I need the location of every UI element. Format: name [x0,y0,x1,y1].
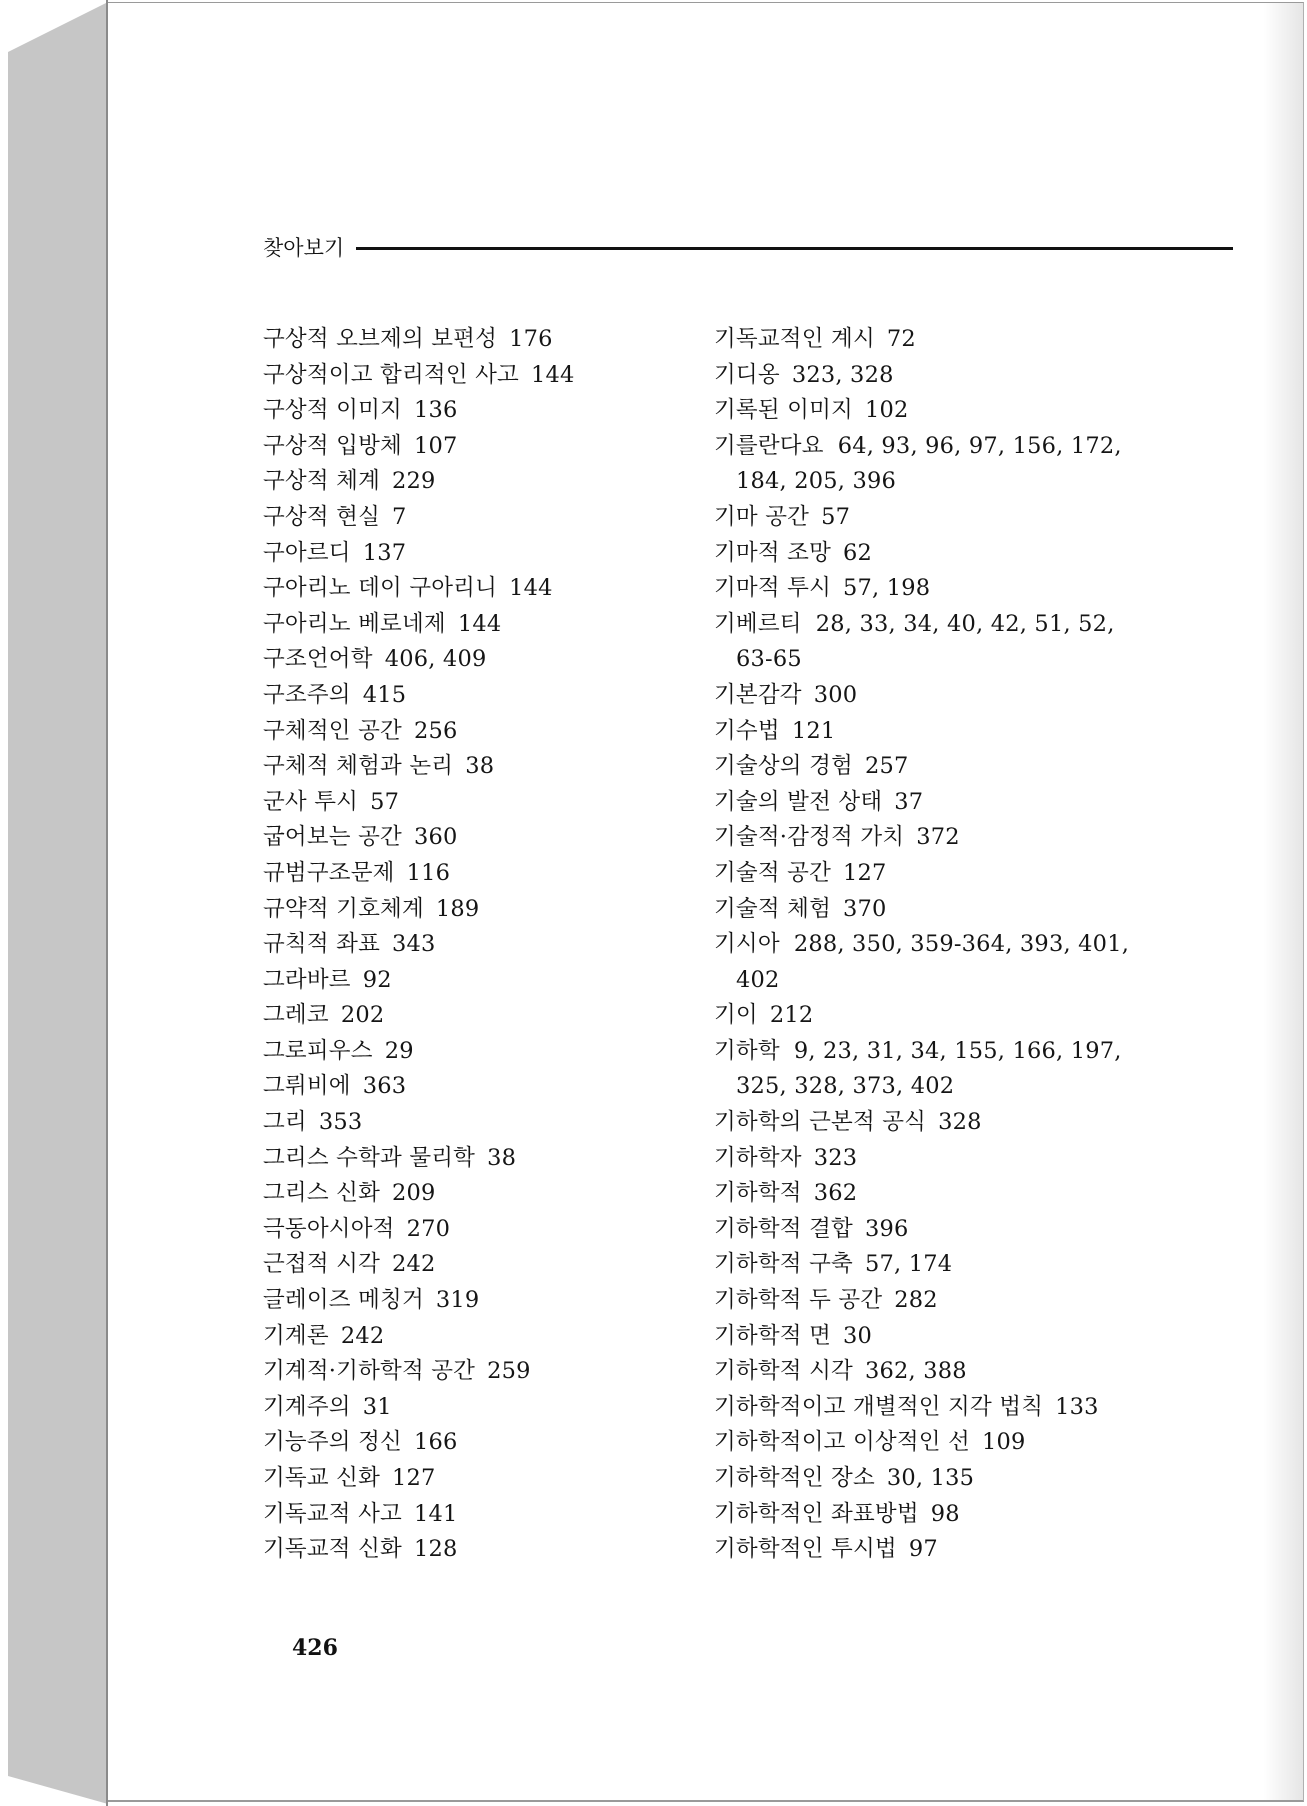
index-pages: 144 [531,361,575,388]
index-pages-continued: 63-65 [736,646,802,673]
index-entry [714,1034,1234,1070]
index-term: 기계적·기하학적 공간 [263,1358,476,1385]
index-term: 기수법 [714,717,780,744]
index-term: 구상적 이미지 [263,397,402,424]
index-entry [263,536,703,572]
index-term: 기하학의 근본적 공식 [714,1109,927,1136]
index-term: 기록된 이미지 [714,397,853,424]
index-pages: 229 [392,468,436,495]
index-entry [714,856,1234,892]
index-pages: 300 [813,681,858,708]
index-entry [714,1497,1234,1533]
index-term: 구아르디 [263,539,351,566]
index-term: 기하학적 [714,1180,802,1207]
book-page [108,2,1304,1802]
index-pages: 212 [769,1002,814,1029]
index-term: 기하학 [714,1037,780,1064]
index-term: 기하학적인 좌표방법 [714,1500,919,1527]
index-pages: 166 [413,1429,458,1456]
index-pages: 133 [1055,1393,1099,1420]
index-entry [263,1247,703,1283]
index-pages: 270 [406,1215,451,1242]
index-term: 기하학적 구축 [714,1251,853,1278]
index-term: 기계주의 [263,1393,351,1420]
index-entry [263,785,703,821]
index-entry [263,322,703,358]
index-term: 구조언어학 [263,646,373,673]
index-term: 구아리노 데이 구아리니 [263,575,498,602]
index-entry [714,1425,1234,1461]
index-pages: 127 [843,859,887,886]
index-entry [263,500,703,536]
index-pages: 242 [392,1251,436,1278]
index-entry [714,571,1234,607]
index-term: 기술적 공간 [714,859,832,886]
index-pages: 121 [791,717,836,744]
index-pages: 189 [435,895,480,922]
index-entry [263,1390,703,1426]
index-entry [714,892,1234,928]
page-header [263,230,1233,264]
index-pages: 176 [509,326,553,352]
index-pages: 72 [886,326,916,352]
index-pages-continued: 184, 205, 396 [736,468,897,495]
index-term: 구조주의 [263,681,351,708]
index-pages: 362 [813,1180,858,1207]
index-term: 굽어보는 공간 [263,824,402,851]
index-term: 기하학적 두 공간 [714,1287,883,1314]
index-pages: 127 [392,1465,436,1491]
index-entry [263,571,703,607]
index-entry [263,429,703,465]
index-pages: 38 [465,753,495,780]
index-pages: 141 [413,1500,458,1527]
index-entry [263,998,703,1034]
index-pages-continued: 402 [736,966,780,993]
index-column-right [714,322,1234,1568]
index-term: 기시아 [714,931,780,958]
index-term: 그라바르 [263,966,351,993]
index-pages: 319 [435,1287,480,1314]
index-term: 기술의 발전 상태 [714,788,883,815]
index-pages: 30 [843,1322,873,1349]
index-entry [714,1176,1234,1212]
index-entry [714,1247,1234,1283]
index-pages: 370 [843,895,887,922]
index-entry [263,1176,703,1212]
index-term: 구상적 오브제의 보편성 [263,326,498,352]
index-pages: 102 [864,397,909,424]
index-pages: 29 [384,1037,414,1064]
index-entry [263,1354,703,1390]
index-term: 규범구조문제 [263,859,395,886]
index-entry [263,1034,703,1070]
index-entry [263,393,703,429]
index-entry [263,1425,703,1461]
index-term: 기독교적 신화 [263,1536,402,1563]
index-pages: 116 [406,859,451,886]
index-column-left [263,322,703,1568]
index-pages: 7 [392,503,407,530]
index-entry [714,749,1234,785]
index-term: 기베르티 [714,610,802,637]
index-pages: 62 [843,539,873,566]
index-entry [263,358,703,394]
index-entry [714,429,1234,465]
index-term: 기하학자 [714,1144,802,1171]
index-term: 그레코 [263,1002,329,1029]
index-entry [714,393,1234,429]
index-pages: 92 [362,966,392,993]
index-entry [714,1319,1234,1355]
index-term: 기독교적 사고 [263,1500,402,1527]
index-term: 규약적 기호체계 [263,895,424,922]
index-entry [714,1532,1234,1568]
index-entry [714,536,1234,572]
index-entry [714,998,1234,1034]
index-pages: 256 [413,717,458,744]
index-entry [263,1319,703,1355]
index-pages: 136 [413,397,458,424]
index-entry [263,678,703,714]
header-rule [356,247,1233,250]
index-term: 기하학적 면 [714,1322,832,1349]
index-pages: 202 [340,1002,385,1029]
index-pages: 363 [362,1073,407,1100]
index-entry [714,1212,1234,1248]
index-term: 기하학적이고 개별적인 지각 법칙 [714,1393,1044,1420]
index-term: 기본감각 [714,681,802,708]
index-entry [714,1141,1234,1177]
index-pages: 31 [362,1393,392,1420]
index-pages: 128 [413,1536,458,1563]
index-term: 기하학적인 장소 [714,1465,875,1491]
index-term: 구상적이고 합리적인 사고 [263,361,519,388]
index-pages: 38 [487,1144,517,1171]
index-pages: 37 [894,788,924,815]
index-term: 규칙적 좌표 [263,931,381,958]
index-term: 그로피우스 [263,1037,373,1064]
index-term: 근접적 시각 [263,1251,381,1278]
index-entry [714,500,1234,536]
index-term: 기하학적 시각 [714,1358,853,1385]
index-entry [714,927,1234,963]
index-entry [714,1283,1234,1319]
index-entry [263,1497,703,1533]
index-term: 그리스 수학과 물리학 [263,1144,476,1171]
index-entry [263,1461,703,1497]
index-pages: 107 [413,432,458,459]
page-number: 426 [292,1635,338,1661]
index-pages: 109 [982,1429,1026,1456]
index-pages: 323 [813,1144,858,1171]
index-term: 구체적 체험과 논리 [263,753,454,780]
index-entry [714,1354,1234,1390]
index-pages: 144 [457,610,502,637]
index-entry [263,1283,703,1319]
index-term: 기계론 [263,1322,329,1349]
index-term: 기디옹 [714,361,780,388]
index-entry [263,1141,703,1177]
index-pages: 97 [908,1536,938,1563]
index-pages: 98 [930,1500,960,1527]
index-pages-continued: 325, 328, 373, 402 [736,1073,955,1100]
index-pages: 64, 93, 96, 97, 156, 172, [837,432,1122,459]
index-pages: 57, 174 [864,1251,953,1278]
index-term: 글레이즈 메칭거 [263,1287,424,1314]
index-entry [263,749,703,785]
index-term: 기하학적인 투시법 [714,1536,897,1563]
index-pages: 406, 409 [384,646,487,673]
index-entry [714,607,1234,643]
index-entry [714,678,1234,714]
index-pages: 259 [487,1358,531,1385]
index-term: 구체적인 공간 [263,717,402,744]
index-pages: 57 [370,788,400,815]
index-pages: 343 [392,931,436,958]
index-entry [263,927,703,963]
index-pages: 353 [318,1109,363,1136]
index-pages: 396 [864,1215,909,1242]
index-pages: 28, 33, 34, 40, 42, 51, 52, [815,610,1115,637]
index-term: 군사 투시 [263,788,359,815]
index-entry [263,1212,703,1248]
index-pages: 57, 198 [843,575,931,602]
index-entry [714,358,1234,394]
index-term: 그리 [263,1109,307,1136]
index-entry [714,820,1234,856]
index-term: 기하학적 결합 [714,1215,853,1242]
index-term: 구상적 현실 [263,503,381,530]
index-pages: 30, 135 [886,1465,975,1491]
index-entry [263,642,703,678]
index-entry [263,1069,703,1105]
index-entry [714,714,1234,750]
index-term: 기하학적이고 이상적인 선 [714,1429,970,1456]
index-entry [263,820,703,856]
index-term: 기독교 신화 [263,1465,381,1491]
index-term: 구아리노 베로네제 [263,610,446,637]
index-pages: 209 [392,1180,436,1207]
index-pages: 372 [916,824,960,851]
index-pages: 257 [864,753,909,780]
index-term: 기마적 조망 [714,539,832,566]
header-title: 찾아보기 [263,236,345,260]
index-term: 기독교적인 계시 [714,326,875,352]
index-pages: 144 [509,575,553,602]
index-entry [263,1105,703,1141]
index-entry [714,785,1234,821]
index-term: 구상적 입방체 [263,432,402,459]
index-entry [714,1461,1234,1497]
index-pages: 328 [938,1109,982,1136]
index-term: 기술상의 경험 [714,753,853,780]
index-pages: 9, 23, 31, 34, 155, 166, 197, [793,1037,1122,1064]
index-term: 그뤼비에 [263,1073,351,1100]
index-term: 극동아시아적 [263,1215,395,1242]
index-entry [263,607,703,643]
index-pages: 282 [894,1287,938,1314]
index-pages: 360 [413,824,458,851]
index-entry [263,856,703,892]
index-pages: 323, 328 [791,361,894,388]
index-entry [714,322,1234,358]
book-spine [0,0,110,1806]
index-pages: 415 [362,681,407,708]
index-pages: 288, 350, 359-364, 393, 401, [793,931,1130,958]
index-pages: 242 [340,1322,385,1349]
index-term: 기마적 투시 [714,575,832,602]
index-entry [263,714,703,750]
index-entry [714,1390,1234,1426]
index-term: 기능주의 정신 [263,1429,402,1456]
index-entry [263,892,703,928]
index-term: 기술적·감정적 가치 [714,824,905,851]
index-term: 구상적 체계 [263,468,381,495]
index-term: 기이 [714,1002,758,1029]
index-term: 그리스 신화 [263,1180,381,1207]
index-entry [263,1532,703,1568]
index-entry [263,963,703,999]
page-shade [1263,3,1303,1800]
index-term: 기를란다요 [714,432,824,459]
index-pages: 362, 388 [864,1358,967,1385]
index-term: 기마 공간 [714,503,810,530]
index-entry [714,1105,1234,1141]
index-entry [263,464,703,500]
index-pages: 57 [821,503,851,530]
index-pages: 137 [362,539,407,566]
index-term: 기술적 체험 [714,895,832,922]
